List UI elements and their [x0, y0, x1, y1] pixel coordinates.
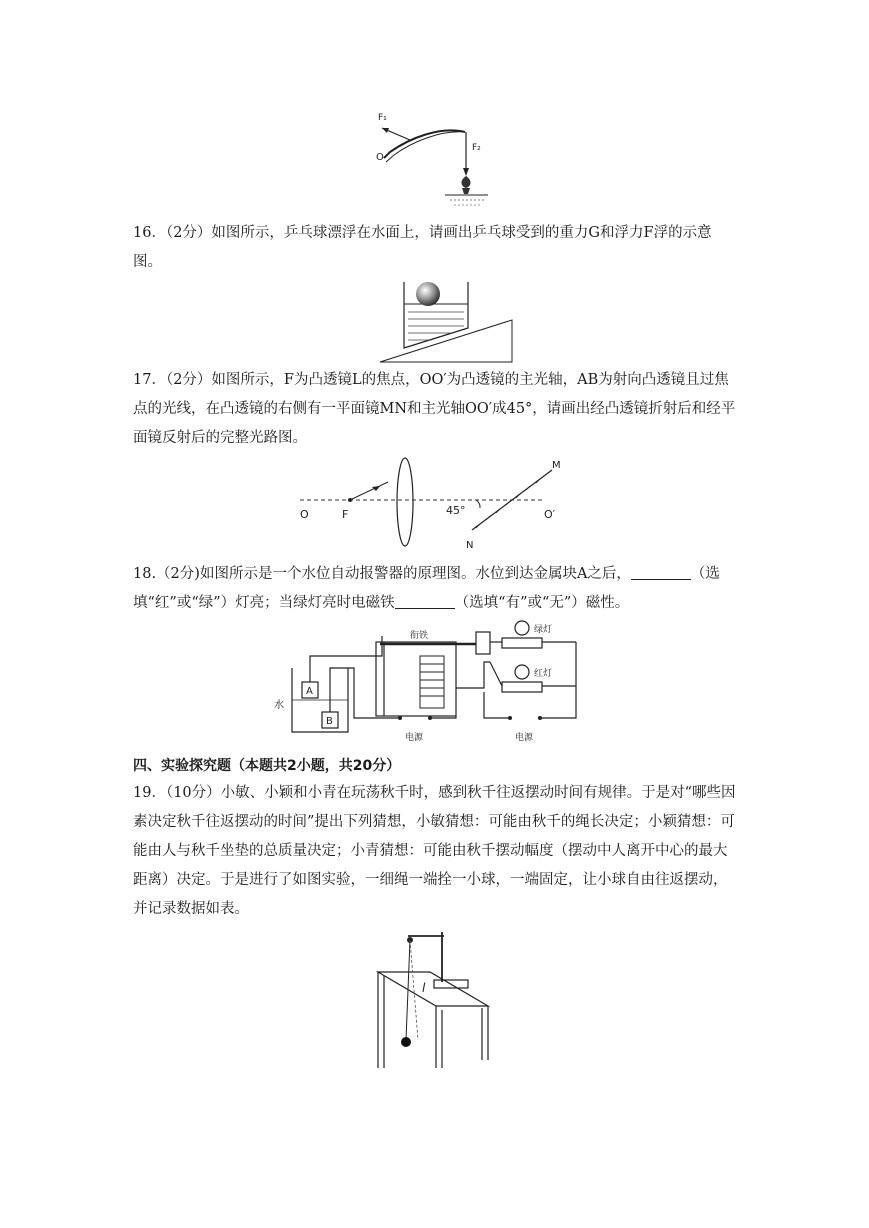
- question-19: 19．（10分）小敏、小颖和小青在玩荡秋千时，感到秋千往返摆动时间有规律。于是对“哪些因素决定秋千往返摆动的时间”提出下列猜想，小敏猜想：可能由秋千的绳长决定；小颖猜想：可能由人与秋千坐垫的总质量决定；小青猜想：可能由秋千摆动幅度（摆动中人离开中心的最大距离）决定。于是进行了如图实验，一细绳一端拴一小球，一端固定，让小球自由往返摆动，并记录数据如表。: [133, 785, 736, 917]
- ball-figure: [378, 276, 518, 366]
- o-label: O: [376, 152, 384, 163]
- f2-arrowhead: [463, 168, 469, 176]
- red-lamp: [515, 665, 529, 679]
- label-f: F: [342, 508, 349, 521]
- label-l: l: [422, 981, 426, 995]
- label-angle: 45°: [446, 504, 466, 517]
- f1-label: F₁: [378, 113, 387, 123]
- pendulum-figure: [378, 928, 498, 1068]
- label-armature: 衔铁: [410, 631, 429, 641]
- answer-blank-2[interactable]: [395, 592, 455, 609]
- label-m: M: [552, 460, 561, 471]
- pendulum-ball: [401, 1037, 411, 1047]
- question-17: 17．（2分）如图所示，F为凸透镜L的焦点，OO′为凸透镜的主光轴，AB为射向凸透镜且过焦点的光线，在凸透镜的右侧有一平面镜MN和主光轴OO′成45°，请画出经凸透镜折射后和经平面镜反射后的完整光路图。: [133, 372, 736, 446]
- water-lines: [408, 312, 464, 340]
- label-red-lamp: 红灯: [534, 669, 553, 679]
- green-lamp-base: [502, 638, 542, 648]
- answer-blank-1[interactable]: [631, 563, 691, 580]
- table-top: [378, 972, 488, 1006]
- lens-figure: [290, 460, 580, 558]
- angle-arc: [476, 500, 480, 508]
- red-lamp-base: [502, 682, 542, 692]
- label-b: B: [326, 716, 333, 727]
- label-n: N: [466, 540, 474, 551]
- incident-ray: [350, 482, 388, 500]
- swing-path: [410, 940, 418, 1040]
- green-lamp: [515, 621, 529, 635]
- question-18: 18.（2分)如图所示是一个水位自动报警器的原理图。水位到达金属块A之后， （选填“红”或“绿”）灯亮；当绿灯亮时电磁铁 （选填“有”或“无”）磁性。: [133, 560, 738, 618]
- label-o: O: [300, 508, 309, 521]
- f1-arrowhead: [382, 128, 389, 133]
- label-power-2: 电源: [515, 733, 534, 743]
- label-water: 水: [274, 700, 284, 711]
- coil: [420, 656, 444, 708]
- question-16: 16．（2分）如图所示，乒乓球漂浮在水面上，请画出乒乓球受到的重力G和浮力F浮的示意图。: [133, 225, 712, 270]
- label-power-1: 电源: [405, 733, 424, 743]
- section-4-title: 四、实验探究题（本题共2小题，共20分）: [133, 758, 401, 774]
- alarm-circuit-figure: [270, 625, 600, 758]
- label-a: A: [306, 686, 313, 697]
- ping-pong-ball: [416, 282, 440, 306]
- lever-figure: [370, 108, 510, 218]
- plant: [462, 176, 471, 194]
- label-green-lamp: 绿灯: [534, 625, 553, 635]
- convex-lens: [397, 458, 413, 546]
- label-o-prime: O′: [544, 508, 556, 521]
- f2-label: F₂: [472, 143, 481, 153]
